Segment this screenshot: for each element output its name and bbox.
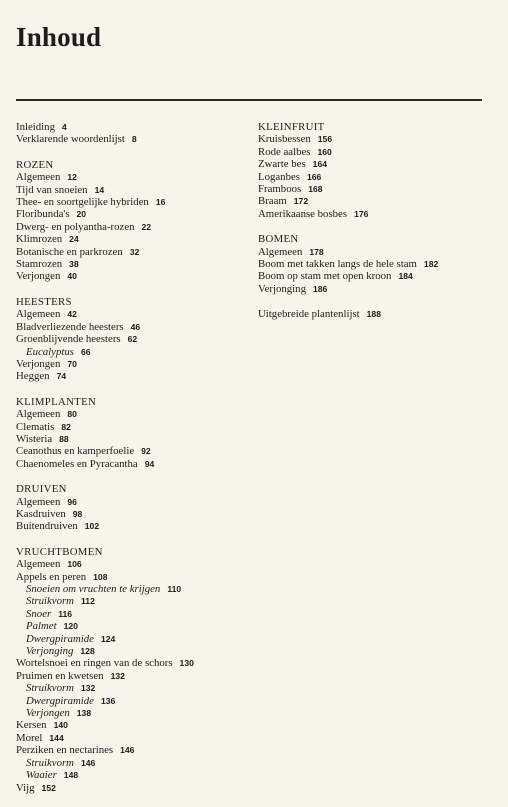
- page-number: 182: [423, 259, 439, 270]
- toc-section: [16, 121, 252, 146]
- page-number: 146: [120, 745, 135, 756]
- entry-title: Boom met takken langs de hele stam: [258, 258, 417, 271]
- toc-entry: [16, 782, 252, 794]
- page-number: 140: [53, 720, 68, 731]
- page-number: 12: [67, 172, 77, 183]
- page-number: 138: [76, 708, 92, 719]
- page-number: 116: [58, 608, 73, 619]
- entry-title: Vijg: [16, 781, 35, 794]
- page-number: 156: [317, 134, 333, 145]
- entry-title: Verjonging: [26, 645, 74, 658]
- toc-subentry: [16, 595, 252, 607]
- page-number: 108: [93, 571, 108, 582]
- entry-title: Floribunda's: [16, 208, 70, 221]
- toc-entry: [16, 433, 252, 445]
- toc-entry: [16, 571, 252, 583]
- toc-entry: [16, 408, 252, 420]
- page-number: 62: [127, 334, 138, 345]
- toc-section: [258, 308, 490, 320]
- page-number: 70: [67, 358, 77, 369]
- page-number: 92: [141, 446, 151, 457]
- entry-title: Groenblijvende heesters: [16, 333, 121, 346]
- entry-title: Heggen: [16, 370, 50, 383]
- entry-title: Amerikaanse bosbes: [258, 207, 348, 220]
- toc-entry: [258, 183, 490, 195]
- toc-section-kleinfruit: [258, 121, 490, 220]
- section-heading: ROZEN: [16, 158, 54, 171]
- toc-entry: [16, 233, 252, 245]
- page-number: 66: [80, 346, 91, 357]
- toc-entry: [16, 458, 252, 470]
- toc-entry: [16, 508, 252, 520]
- page-number: 106: [67, 559, 82, 570]
- entry-title: Kruisbessen: [258, 133, 311, 146]
- entry-title: Uitgebreide plantenlijst: [258, 308, 360, 321]
- page-number: 120: [63, 621, 78, 632]
- toc-entry: [16, 333, 252, 345]
- toc-entry: [258, 283, 490, 295]
- entry-title: Verjongen: [26, 707, 70, 720]
- entry-title: Stamrozen: [16, 258, 63, 271]
- page-number: 178: [309, 246, 324, 257]
- entry-title: Morel: [16, 731, 43, 744]
- page-number: 42: [67, 309, 77, 320]
- page-number: 164: [312, 159, 328, 170]
- page-title: Inhoud: [16, 22, 102, 52]
- entry-title: Tijd van snoeien: [16, 183, 88, 196]
- page-number: 4: [61, 122, 67, 132]
- toc-entry: [16, 558, 252, 570]
- page-number: 160: [317, 146, 332, 157]
- page-number: 88: [59, 433, 69, 444]
- toc-subentry: [16, 707, 252, 719]
- entry-title: Verjongen: [16, 270, 61, 283]
- toc-entry: [16, 270, 252, 282]
- page-number: 96: [67, 496, 77, 507]
- entry-title: Verjonging: [258, 282, 306, 295]
- title-divider: [16, 99, 482, 101]
- page-number: 188: [366, 309, 381, 320]
- page-number: 112: [80, 596, 95, 607]
- entry-title: Wortelsnoei en ringen van de schors: [16, 657, 173, 670]
- page-number: 22: [141, 221, 152, 232]
- entry-title: Snoeien om vruchten te krijgen: [26, 583, 161, 595]
- page-number: 74: [56, 371, 67, 382]
- toc-subentry: [16, 608, 252, 620]
- toc-subentry: [16, 682, 252, 694]
- entry-title: Wisteria: [16, 432, 53, 445]
- toc-entry: [258, 146, 490, 158]
- page-number: 38: [69, 259, 79, 270]
- toc-section-klimplanten: [16, 396, 252, 470]
- page-number: 40: [67, 271, 77, 282]
- toc-entry: [16, 121, 252, 133]
- page-number: 110: [167, 584, 182, 594]
- entry-title: Dwergpiramide: [26, 694, 94, 707]
- toc-entry: [16, 258, 252, 270]
- toc-entry: [16, 520, 252, 532]
- toc-entry: [16, 445, 252, 457]
- section-heading: DRUIVEN: [16, 483, 67, 496]
- entry-title: Loganbes: [258, 170, 300, 183]
- toc-entry: [16, 732, 252, 744]
- entry-title: Algemeen: [258, 245, 303, 258]
- toc-entry: [16, 208, 252, 220]
- section-heading: KLIMPLANTEN: [16, 395, 97, 408]
- toc-entry: [16, 370, 252, 382]
- toc-entry: [258, 270, 490, 282]
- section-heading: HEESTERS: [16, 295, 72, 308]
- toc-left-column: [16, 121, 252, 807]
- page-number: 130: [179, 658, 194, 669]
- entry-title: Appels en peren: [16, 570, 87, 583]
- toc-subentry: [16, 645, 252, 657]
- entry-title: Boom op stam met open kroon: [258, 270, 392, 283]
- toc-section-druiven: [16, 483, 252, 533]
- entry-title: Clematis: [16, 420, 55, 433]
- toc-section-rozen: [16, 159, 252, 283]
- entry-title: Ceanothus en kamperfoelie: [16, 445, 135, 458]
- toc-entry: [16, 657, 252, 669]
- page-number: 20: [76, 209, 87, 220]
- page-number: 98: [72, 508, 83, 519]
- toc-subentry: [16, 346, 252, 358]
- page-number: 152: [41, 782, 56, 793]
- entry-title: Dwergpiramide: [26, 632, 94, 645]
- entry-title: Kasdruiven: [16, 507, 66, 520]
- entry-title: Klimrozen: [16, 233, 63, 246]
- toc-subentry: [16, 695, 252, 707]
- entry-title: Algemeen: [16, 308, 61, 321]
- page-number: 168: [308, 184, 323, 195]
- entry-title: Struikvorm: [26, 756, 74, 769]
- entry-title: Verklarende woordenlijst: [16, 133, 125, 146]
- toc-entry: [16, 744, 252, 756]
- entry-title: Snoer: [26, 607, 52, 620]
- page-number: 82: [61, 421, 71, 432]
- entry-title: Botanische en parkrozen: [16, 245, 123, 258]
- entry-title: Perziken en nectarines: [16, 744, 114, 757]
- entry-title: Eucalyptus: [26, 345, 74, 358]
- toc-entry: [16, 321, 252, 333]
- entry-title: Palmet: [26, 620, 57, 633]
- page-number: 8: [131, 134, 137, 145]
- entry-title: Algemeen: [16, 558, 61, 571]
- page-number: 124: [100, 633, 116, 644]
- toc-entry: [16, 196, 252, 208]
- page-number: 184: [398, 271, 413, 282]
- toc-entry: [258, 195, 490, 207]
- entry-title: Algemeen: [16, 495, 61, 508]
- toc-entry: [16, 133, 252, 145]
- toc-entry: [16, 421, 252, 433]
- page-number: 172: [293, 196, 309, 207]
- toc-subentry: [16, 769, 252, 781]
- toc-entry: [16, 171, 252, 183]
- entry-title: Buitendruiven: [16, 520, 78, 533]
- toc-section-bomen: [258, 233, 490, 295]
- entry-title: Framboos: [258, 183, 302, 196]
- entry-title: Kersen: [16, 719, 47, 732]
- toc-entry: [258, 171, 490, 183]
- toc-entry: [258, 258, 490, 270]
- entry-title: Thee- en soortgelijke hybriden: [16, 196, 149, 209]
- entry-title: Inleiding: [16, 121, 55, 133]
- page-number: 128: [80, 646, 95, 657]
- toc-section-vruchtbomen: [16, 546, 252, 794]
- section-heading: BOMEN: [258, 233, 299, 246]
- page-number: 146: [80, 757, 96, 768]
- page-number: 32: [129, 246, 140, 257]
- toc-entry: [258, 246, 490, 258]
- toc-entry: [258, 208, 490, 220]
- page-number: 24: [69, 234, 79, 245]
- toc-entry: [16, 246, 252, 258]
- page-number: 80: [67, 409, 77, 420]
- page-number: 166: [306, 171, 322, 182]
- toc-entry: [16, 496, 252, 508]
- page-number: 186: [312, 283, 328, 294]
- page-number: 14: [94, 184, 105, 195]
- toc-right-column: [258, 121, 490, 334]
- toc-entry: [16, 670, 252, 682]
- toc-entry: [16, 719, 252, 731]
- entry-title: Struikvorm: [26, 682, 74, 695]
- toc-subentry: [16, 620, 252, 632]
- toc-entry: [258, 158, 490, 170]
- entry-title: Rode aalbes: [258, 145, 311, 158]
- entry-title: Struikvorm: [26, 595, 74, 608]
- page-number: 148: [63, 770, 79, 781]
- page-number: 102: [84, 521, 100, 532]
- page-number: 132: [110, 670, 125, 681]
- entry-title: Verjongen: [16, 357, 61, 370]
- entry-title: Braam: [258, 195, 287, 208]
- page-number: 94: [144, 458, 155, 469]
- page-number: 132: [80, 683, 96, 694]
- entry-title: Bladverliezende heesters: [16, 320, 124, 333]
- page-number: 136: [100, 695, 116, 706]
- entry-title: Zwarte bes: [258, 158, 306, 171]
- toc-entry: [16, 308, 252, 320]
- section-heading: KLEINFRUIT: [258, 121, 325, 133]
- toc-entry: [16, 358, 252, 370]
- entry-title: Chaenomeles en Pyracantha: [16, 457, 138, 470]
- toc-entry: [16, 184, 252, 196]
- toc-subentry: [16, 757, 252, 769]
- entry-title: Algemeen: [16, 171, 61, 184]
- page-number: 144: [49, 732, 64, 743]
- page-number: 46: [130, 321, 141, 332]
- toc-entry: [258, 308, 490, 320]
- toc-entry: [258, 133, 490, 145]
- toc-entry: [16, 221, 252, 233]
- entry-title: Algemeen: [16, 408, 61, 421]
- section-heading: VRUCHTBOMEN: [16, 545, 103, 558]
- toc-subentry: [16, 583, 252, 595]
- toc-subentry: [16, 633, 252, 645]
- entry-title: Pruimen en kwetsen: [16, 669, 104, 682]
- toc-section-heesters: [16, 296, 252, 383]
- entry-title: Dwerg- en polyantha-rozen: [16, 220, 135, 233]
- entry-title: Waaier: [26, 769, 57, 782]
- page-number: 16: [155, 197, 166, 208]
- page-number: 176: [354, 208, 369, 219]
